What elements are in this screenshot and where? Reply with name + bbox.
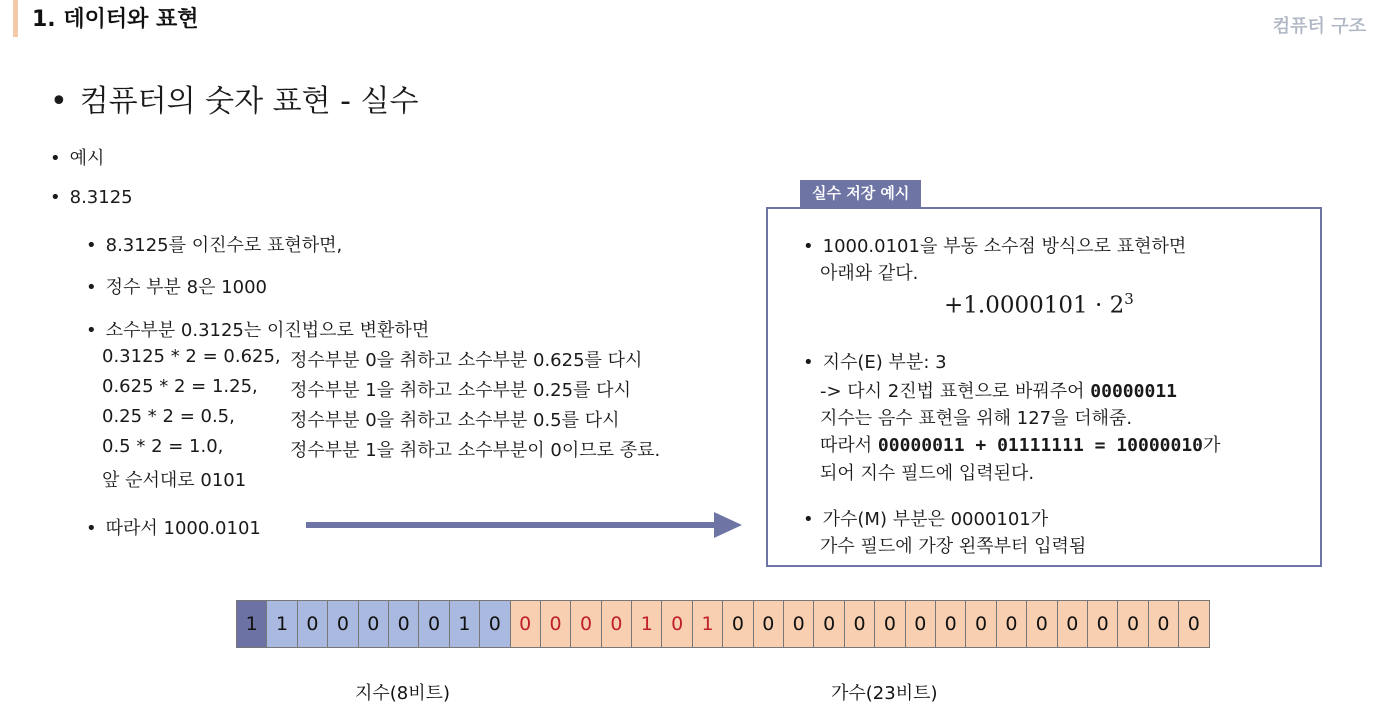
box-item-conversion <box>803 232 1186 258</box>
box-item-conversion-line2: 아래와 같다. <box>820 263 919 284</box>
calc-step-desc: 정수부분 1을 취하고 소수부분이 0이므로 종료. <box>290 440 661 461</box>
bit-field-row <box>237 600 1210 648</box>
exponent-bit: 0 <box>358 600 389 648</box>
header-accent-bar <box>13 0 18 37</box>
mantissa-bit: 0 <box>874 600 905 648</box>
formula-exponent: 3 <box>1124 290 1134 308</box>
exponent-bit: 0 <box>418 600 449 648</box>
formula-base: +1.0000101 · 2 <box>944 292 1125 319</box>
mantissa-bit: 0 <box>661 600 692 648</box>
mantissa-bit: 0 <box>813 600 844 648</box>
mantissa-bit: 0 <box>1087 600 1118 648</box>
mantissa-bit: 0 <box>1148 600 1179 648</box>
course-name: 컴퓨터 구조 <box>1272 16 1366 37</box>
bullet-dot-icon: • <box>50 148 61 169</box>
bullet-dot-icon: • <box>803 236 814 257</box>
calc-step-desc: 정수부분 0을 취하고 소수부분 0.5를 다시 <box>290 410 620 431</box>
mantissa-bit: 0 <box>601 600 632 648</box>
calc-step-desc: 정수부분 0을 취하고 소수부분 0.625를 다시 <box>290 350 643 371</box>
exponent-bit: 0 <box>327 600 358 648</box>
bullet-dot-icon: • <box>50 187 61 208</box>
main-heading-text: 컴퓨터의 숫자 표현 - 실수 <box>79 84 419 119</box>
mantissa-bit: 0 <box>1117 600 1148 648</box>
mantissa-bit: 0 <box>996 600 1027 648</box>
sub-bullet-fraction <box>86 316 429 342</box>
bullet-dot-icon: • <box>803 509 814 530</box>
box-item-exponent <box>803 348 947 374</box>
sub-bullet-binary-text: 8.3125를 이진수로 표현하면, <box>105 235 343 256</box>
box-item-exponent-text: 지수(E) 부분: 3 <box>822 352 947 373</box>
mantissa-bit: 0 <box>844 600 875 648</box>
bullet-dot-icon: • <box>86 277 97 298</box>
box-exponent-binary-code: 00000011 <box>1090 381 1177 402</box>
section-title: 1. 데이터와 표현 <box>32 7 199 32</box>
mantissa-bit: 0 <box>1026 600 1057 648</box>
sub-bullet-fraction-text: 소수부분 0.3125는 이진법으로 변환하면 <box>105 320 430 341</box>
bullet-result <box>86 514 261 540</box>
box-item-conversion-text: 1000.0101을 부동 소수점 방식으로 표현하면 <box>822 236 1187 257</box>
box-exponent-binary-line <box>820 377 1177 403</box>
mantissa-bit: 1 <box>631 600 662 648</box>
sign-bit: 1 <box>236 600 267 648</box>
calc-step-eq: 0.5 * 2 = 1.0, <box>102 436 224 457</box>
example-label: 예시 <box>69 148 105 169</box>
exponent-field-label: 지수(8비트) <box>355 683 451 704</box>
bullet-dot-icon: • <box>86 320 97 341</box>
mantissa-bit: 0 <box>783 600 814 648</box>
sub-bullet-integer-text: 정수 부분 8은 1000 <box>105 277 267 298</box>
exponent-bit: 0 <box>297 600 328 648</box>
mantissa-bit: 0 <box>510 600 541 648</box>
calc-step-eq: 0.3125 * 2 = 0.625, <box>102 346 281 367</box>
calc-step-eq: 0.625 * 2 = 1.25, <box>102 376 258 397</box>
box-exponent-binary-text: -> 다시 2진법 표현으로 바꿔주어 <box>820 381 1091 402</box>
exponent-bit: 0 <box>479 600 510 648</box>
mantissa-field-label: 가수(23비트) <box>831 683 938 704</box>
box-mantissa-field-line: 가수 필드에 가장 왼쪽부터 입력됨 <box>820 536 1087 557</box>
mantissa-bit: 0 <box>540 600 571 648</box>
bullet-dot-icon: • <box>803 352 814 373</box>
right-arrow-icon <box>306 511 742 539</box>
main-heading <box>50 76 418 120</box>
box-exponent-sum-code: 00000011 + 01111111 = 10000010 <box>877 435 1203 456</box>
result-text: 따라서 1000.0101 <box>105 518 261 539</box>
mantissa-bit: 0 <box>965 600 996 648</box>
box-exponent-sum-line <box>820 431 1220 457</box>
exponent-bit: 1 <box>266 600 297 648</box>
box-exponent-sum-text: 따라서 <box>820 435 878 456</box>
mantissa-bit: 0 <box>1178 600 1209 648</box>
mantissa-bit: 0 <box>905 600 936 648</box>
bullet-number <box>50 187 133 208</box>
number-value: 8.3125 <box>69 187 133 208</box>
bullet-example <box>50 144 104 170</box>
calc-step-eq: 0.25 * 2 = 0.5, <box>102 406 235 427</box>
exponent-bit: 1 <box>449 600 480 648</box>
exponent-bit: 0 <box>388 600 419 648</box>
calc-step-desc: 정수부분 1을 취하고 소수부분 0.25를 다시 <box>290 380 631 401</box>
mantissa-bit: 0 <box>935 600 966 648</box>
box-item-mantissa <box>803 505 1048 531</box>
mantissa-bit: 1 <box>692 600 723 648</box>
mantissa-bit: 0 <box>1057 600 1088 648</box>
sub-bullet-integer <box>86 273 267 299</box>
box-item-mantissa-text: 가수(M) 부분은 0000101가 <box>822 509 1049 530</box>
formula <box>944 290 1134 319</box>
box-exponent-sum-suffix: 가 <box>1203 435 1221 456</box>
example-tag: 실수 저장 예시 <box>800 180 921 207</box>
box-exponent-bias-line: 지수는 음수 표현을 위해 127을 더해줌. <box>820 408 1133 429</box>
bullet-dot-icon: • <box>86 235 97 256</box>
bullet-dot-icon: • <box>86 518 97 539</box>
order-note: 앞 순서대로 0101 <box>102 470 247 491</box>
bullet-dot-icon: • <box>50 84 68 119</box>
box-exponent-field-line: 되어 지수 필드에 입력된다. <box>820 463 1035 484</box>
mantissa-bit: 0 <box>722 600 753 648</box>
mantissa-bit: 0 <box>753 600 784 648</box>
mantissa-bit: 0 <box>570 600 601 648</box>
sub-bullet-binary <box>86 231 342 257</box>
